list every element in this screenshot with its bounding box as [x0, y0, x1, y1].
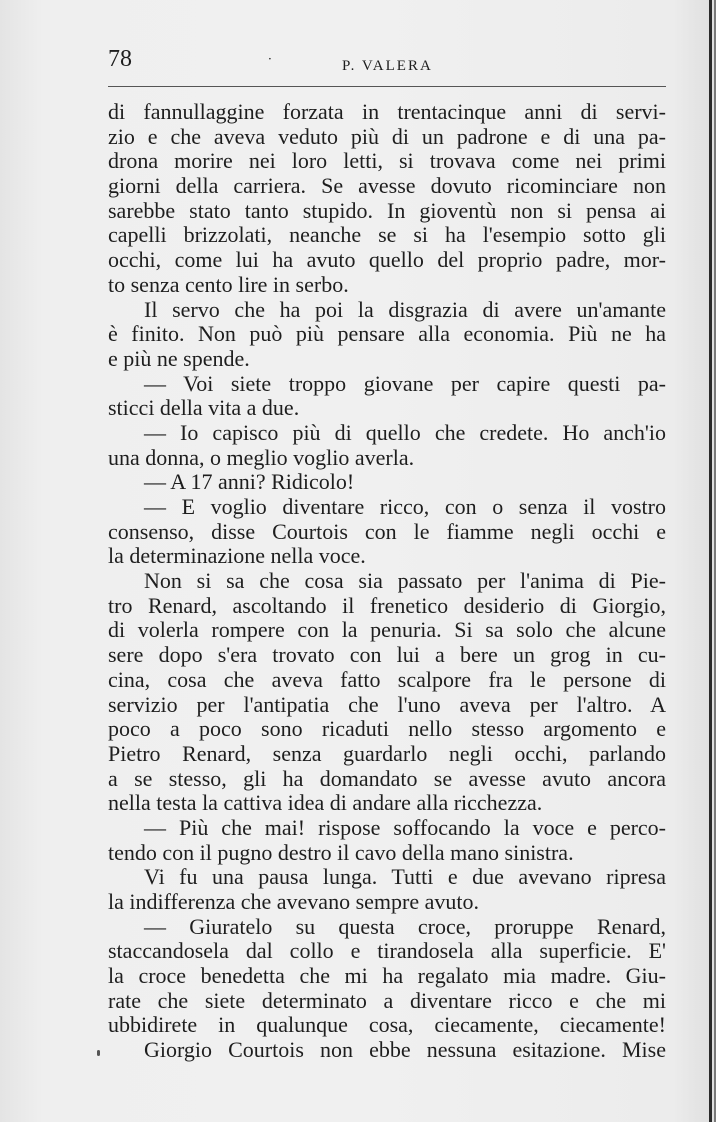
- text-line: to senza cento lire in serbo.: [108, 271, 349, 297]
- text-line: nella testa la cattiva idea di andare alla ricchezza.: [108, 790, 543, 816]
- binding-edge: [709, 0, 712, 1122]
- text-line: giorni della carriera. Se avesse dovuto ricominciare non: [108, 173, 666, 199]
- text-line: capelli brizzolati, neanche se si ha l'esempio sotto gli: [108, 222, 666, 248]
- text-line: — Più che mai! rispose soffocando la voce e perco-: [144, 814, 666, 840]
- text-line: ubbidirete in qualunque cosa, ciecamente, ciecamente!: [108, 1012, 666, 1038]
- text-line: Giorgio Courtois non ebbe nessuna esitazione. Mise: [144, 1037, 666, 1063]
- text-line: consenso, disse Courtois con le fiamme negli occhi e: [108, 518, 666, 544]
- text-line: è finito. Non può più pensare alla economia. Più ne ha: [108, 321, 666, 347]
- text-line: — Voi siete troppo giovane per capire questi pa-: [144, 370, 666, 396]
- text-line: la determinazione nella voce.: [108, 543, 366, 569]
- text-line: di volerla rompere con la penuria. Si sa solo che alcune: [108, 617, 666, 643]
- text-line: sere dopo s'era trovato con lui a bere un grog in cu-: [108, 642, 666, 668]
- text-line: zio e che aveva veduto più di un padrone e di una pa-: [108, 123, 666, 149]
- text-line: — Giuratelo su questa croce, proruppe Renard,: [144, 913, 666, 939]
- text-line: e più ne spende.: [108, 345, 250, 371]
- text-line: rate che siete determinato a diventare ricco e che mi: [108, 987, 666, 1013]
- text-line: Pietro Renard, senza guardarlo negli occhi, parlando: [108, 740, 666, 766]
- ink-speck: [97, 1050, 100, 1056]
- header-dot: ·: [268, 52, 272, 66]
- text-line: servizio per l'antipatia che l'uno aveva per l'altro. A: [108, 691, 666, 717]
- text-line: Vi fu una pausa lunga. Tutti e due avevano ripresa: [144, 864, 666, 890]
- text-line: cina, cosa che aveva fatto scalpore fra le persone di: [108, 666, 666, 692]
- header-rule: [108, 86, 666, 87]
- text-line: la indifferenza che avevano sempre avuto.: [108, 889, 479, 914]
- text-line: la croce benedetta che mi ha regalato mia madre. Giu-: [108, 963, 666, 989]
- text-line: una donna, o meglio voglio averla.: [108, 444, 415, 470]
- text-line: Il servo che ha poi la disgrazia di avere un'amante: [144, 296, 666, 322]
- text-line: drona morire nei loro letti, si trovava come nei primi: [108, 148, 666, 174]
- text-line: staccandosela dal collo e tirandosela alla superficie. E': [108, 938, 666, 964]
- text-line: occhi, come lui ha avuto quello del proprio padre, mor-: [108, 247, 666, 273]
- text-line: — A 17 anni? Ridicolo!: [144, 469, 355, 495]
- text-line: poco a poco sono ricaduti nello stesso argomento e: [108, 716, 666, 742]
- text-line: di fannullaggine forzata in trentacinque anni di servi-: [108, 99, 666, 124]
- text-line: tendo con il pugno destro il cavo della mano sinistra.: [108, 839, 574, 865]
- page-header: [108, 46, 668, 86]
- running-head: P. VALERA: [342, 58, 433, 74]
- text-line: sticci della vita a due.: [108, 395, 300, 421]
- page-number: 78: [108, 46, 132, 72]
- text-line: tro Renard, ascoltando il frenetico desiderio di Giorgio,: [108, 592, 666, 618]
- text-line: — E voglio diventare ricco, con o senza il vostro: [144, 494, 666, 519]
- text-line: sarebbe stato tanto stupido. In gioventù non si pensa ai: [108, 197, 666, 223]
- text-line: a se stesso, gli ha domandato se avesse avuto ancora: [108, 765, 666, 791]
- body-text: [108, 100, 666, 1063]
- text-line: — Io capisco più di quello che credete. Ho anch'io: [144, 419, 666, 445]
- text-line: Non si sa che cosa sia passato per l'anima di Pie-: [144, 568, 666, 594]
